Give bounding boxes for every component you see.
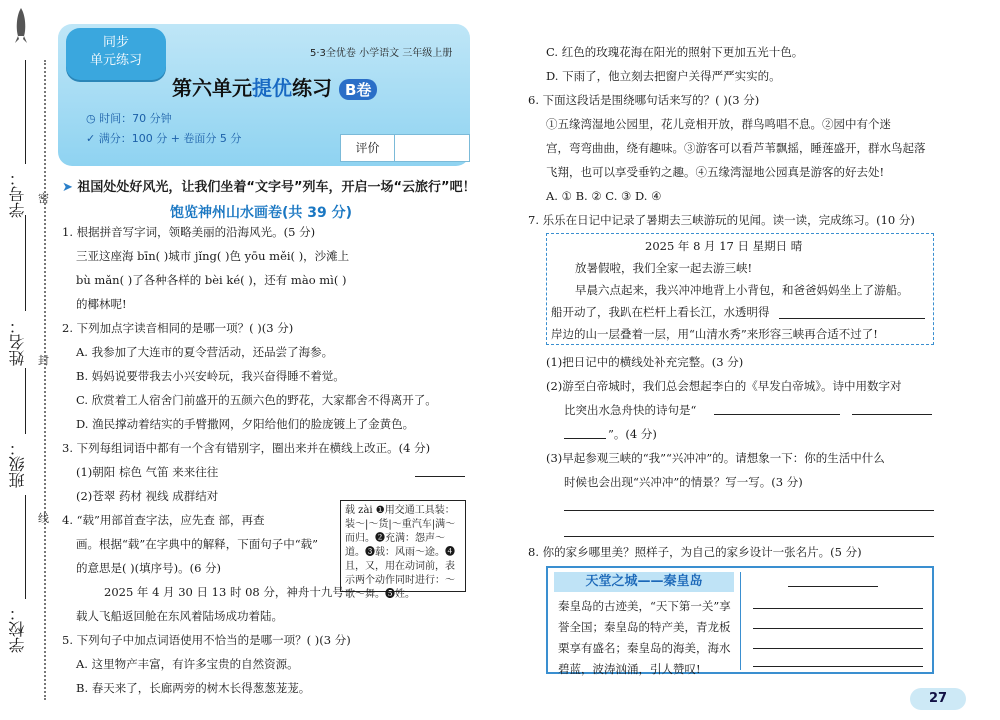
q1-stem: 1. 根据拼音写字词，领略美丽的沿海风光。(5 分) [62, 225, 316, 239]
b-volume-badge: B卷 [339, 79, 377, 100]
evaluation-box [340, 134, 470, 162]
seal-mark-xian: 线 [38, 512, 49, 525]
q5-stem: 5. 下列句子中加点词语使用不恰当的是哪一项？( )(3 分) [62, 633, 351, 647]
q7-part-2a: (2)游至白帝城时，我们总会想起李白的《早发白帝城》。诗中用数字对 [546, 379, 902, 393]
card-line-1[interactable] [753, 608, 923, 609]
q5-option-c[interactable]: C. 红色的玫瑰花海在阳光的照射下更加五光十色。 [546, 45, 804, 59]
hometown-card [546, 566, 934, 674]
q2-option-d[interactable]: D. 渔民撑动着结实的手臂撒网，夕阳给他们的脸庞镀上了金黄色。 [76, 417, 415, 431]
train-icon: ➤ [62, 180, 78, 195]
q3-stem: 3. 下列每组词语中都有一个含有错别字，圈出来并在横线上改正。(4 分) [62, 441, 431, 455]
q2-option-c[interactable]: C. 欣赏着工人宿舍门前盛开的五颜六色的野花，大家都舍不得离开了。 [76, 393, 437, 407]
page-number: 27 [910, 688, 966, 710]
card-title-line[interactable] [788, 586, 878, 587]
q6-passage-3: 飞翔，也可以享受垂钓之趣。④五缘湾湿地公园真是游客的好去处! [546, 165, 885, 179]
full-score-text: 满分：100 分 + 卷面分 5 分 [98, 132, 242, 145]
q3-group-2[interactable]: (2)苍翠 药材 视线 成群结对 [76, 489, 219, 503]
intro-text: 祖国处处好风光，让我们坐着“文字号”列车，开启一场“云旅行”吧！ [77, 180, 476, 195]
check-icon: ✓ [86, 132, 99, 145]
q6-stem: 6. 下面这段话是围绕哪句话来写的？( )(3 分) [528, 93, 760, 107]
diary-fill-line[interactable] [779, 318, 925, 319]
q7-part-3b: 时候也会出现“兴冲冲”的情景？写一写。(3 分) [564, 475, 803, 489]
q5-option-d[interactable]: D. 下雨了，他立刻去把窗户关得严严实实的。 [546, 69, 781, 83]
diary-date: 2025 年 8 月 17 日 星期日 晴 [645, 239, 803, 253]
student-id-line[interactable] [25, 60, 26, 164]
q4-line-1[interactable]: 4. “载”用部首查字法，应先查 部，再查 [62, 513, 265, 527]
time-limit-text: 时间：70 分钟 [99, 112, 172, 125]
q7-stem: 7. 乐乐在日记中记录了暑期去三峡游玩的见闻。读一读，完成练习。(10 分) [528, 213, 915, 227]
sync-badge [66, 28, 166, 80]
q6-options[interactable]: A. ① B. ② C. ③ D. ④ [546, 189, 662, 203]
class-label: 班级： [8, 440, 27, 488]
card-line-3[interactable] [753, 648, 923, 649]
q4-line-2: 画。根据“载”在字典中的解释，下面句子中“载” [76, 537, 319, 551]
school-label: 学校： [8, 605, 27, 653]
name-label: 姓名： [8, 318, 27, 366]
q8-stem: 8. 你的家乡哪里美？照样子，为自己的家乡设计一张名片。(5 分) [528, 545, 862, 559]
cut-line [44, 60, 46, 700]
q4-sentence-2: 载人飞船返回舱在东风着陆场成功着陆。 [76, 609, 283, 623]
school-line[interactable] [25, 495, 26, 599]
poem-answer-line-3[interactable] [564, 438, 606, 439]
q6-passage-2: 宫，弯弯曲曲，绕有趣味。③游客可以看芦苇飘摇，睡莲盛开，群水鸟起落 [546, 141, 926, 155]
q4-sentence-1: 2025 年 4 月 30 日 13 时 08 分，神舟十九号 [104, 585, 344, 599]
seal-mark-feng: 封 [38, 354, 49, 367]
class-line[interactable] [25, 368, 26, 434]
student-id-label: 学号： [8, 170, 27, 218]
evaluation-label: 评价 [341, 135, 395, 161]
title-part-a: 第六单元 [172, 76, 252, 100]
q3-group-1[interactable]: (1)朝阳 棕色 气笛 来来往往 [76, 465, 219, 479]
rocket-icon [12, 6, 30, 46]
name-line[interactable] [25, 215, 26, 311]
card-title: 天堂之城——秦皇岛 [554, 572, 734, 592]
card-line-4[interactable] [753, 666, 923, 667]
diary-line-2: 早晨六点起来，我兴冲冲地背上小背包，和爸爸妈妈坐上了游船。 [575, 283, 909, 297]
diary-box [546, 233, 934, 345]
card-text: 秦皇岛的古迹美，“天下第一关”享誉全国；秦皇岛的特产美，青龙板栗享有盛名；秦皇岛的海美，海水碧蓝，波涛汹涌，引人赞叹! [558, 599, 731, 676]
card-divider [740, 572, 741, 670]
poem-answer-line-2[interactable] [852, 414, 932, 415]
q6-passage-1: ①五缘湾湿地公园里，花儿竞相开放，群鸟鸣唱不息。②园中有个迷 [546, 117, 891, 131]
q2-option-a[interactable]: A. 我参加了大连市的夏令营活动，还品尝了海参。 [76, 345, 334, 359]
q1-line-3: 的椰林呢! [76, 297, 127, 311]
q7-part-2b: 比突出水急舟快的诗句是“ [564, 403, 697, 417]
q5-option-b[interactable]: B. 春天来了，长廊两旁的树木长得葱葱茏茏。 [76, 681, 311, 695]
full-score [86, 130, 241, 146]
q7-part-3a: (3)早起参观三峡的“我”“兴冲冲”的。请想象一下：你的生活中什么 [546, 451, 885, 465]
q2-stem: 2. 下列加点字读音相同的是哪一项？( )(3 分) [62, 321, 294, 335]
poem-answer-line-1[interactable] [714, 414, 840, 415]
time-limit [86, 110, 172, 126]
q1-line-2[interactable]: bù mǎn( )了各种各样的 bèi ké( )，还有 mào mì( ) [76, 273, 347, 287]
badge-line-1: 同步 [102, 35, 129, 50]
q2-option-b[interactable]: B. 妈妈说要带我去小兴安岭玩，我兴奋得睡不着觉。 [76, 369, 345, 383]
title-part-c: 练习 [292, 76, 332, 100]
diary-line-3: 船开动了，我趴在栏杆上看长江，水透明得 [551, 305, 770, 319]
clock-icon: ◷ [86, 112, 100, 125]
section-title: 饱览神州山水画卷(共 39 分) [170, 205, 353, 221]
title-part-b: 提优 [252, 76, 292, 100]
q3-answer-line-1[interactable] [415, 476, 465, 477]
seal-mark-mi: 密 [38, 192, 49, 205]
evaluation-field[interactable] [395, 135, 469, 161]
dictionary-entry-zai: 载 zài ❶用交通工具装：装～|～货|～重汽车|满～而归。❷充满：怨声～道。❸载：风雨～途。❹且，又，用在动词前，表示两个动作同时进行：～歌～舞。❺姓。 [340, 500, 466, 592]
badge-line-2: 单元练习 [89, 53, 142, 68]
card-line-2[interactable] [753, 628, 923, 629]
intro-line [62, 176, 476, 195]
q7-answer-line-2[interactable] [564, 536, 934, 537]
q5-option-a[interactable]: A. 这里物产丰富，有许多宝贵的自然资源。 [76, 657, 299, 671]
q4-line-3[interactable]: 的意思是( )(填序号)。(6 分) [76, 561, 222, 575]
q7-part-2c: ”。(4 分) [608, 427, 657, 441]
q7-part-1: (1)把日记中的横线处补充完整。(3 分) [546, 355, 744, 369]
q1-line-1[interactable]: 三亚这座海 bīn( )城市 jǐng( )色 yōu měi( )，沙滩上 [76, 249, 350, 263]
binding-margin [0, 0, 49, 720]
unit-title [172, 72, 377, 101]
q7-answer-line-1[interactable] [564, 510, 934, 511]
book-meta: 5·3全优卷 小学语文 三年级上册 [310, 48, 453, 59]
diary-line-1: 放暑假啦，我们全家一起去游三峡! [575, 261, 753, 275]
diary-line-4: 岸边的山一层叠着一层，用“山清水秀”来形容三峡再合适不过了! [551, 327, 878, 341]
